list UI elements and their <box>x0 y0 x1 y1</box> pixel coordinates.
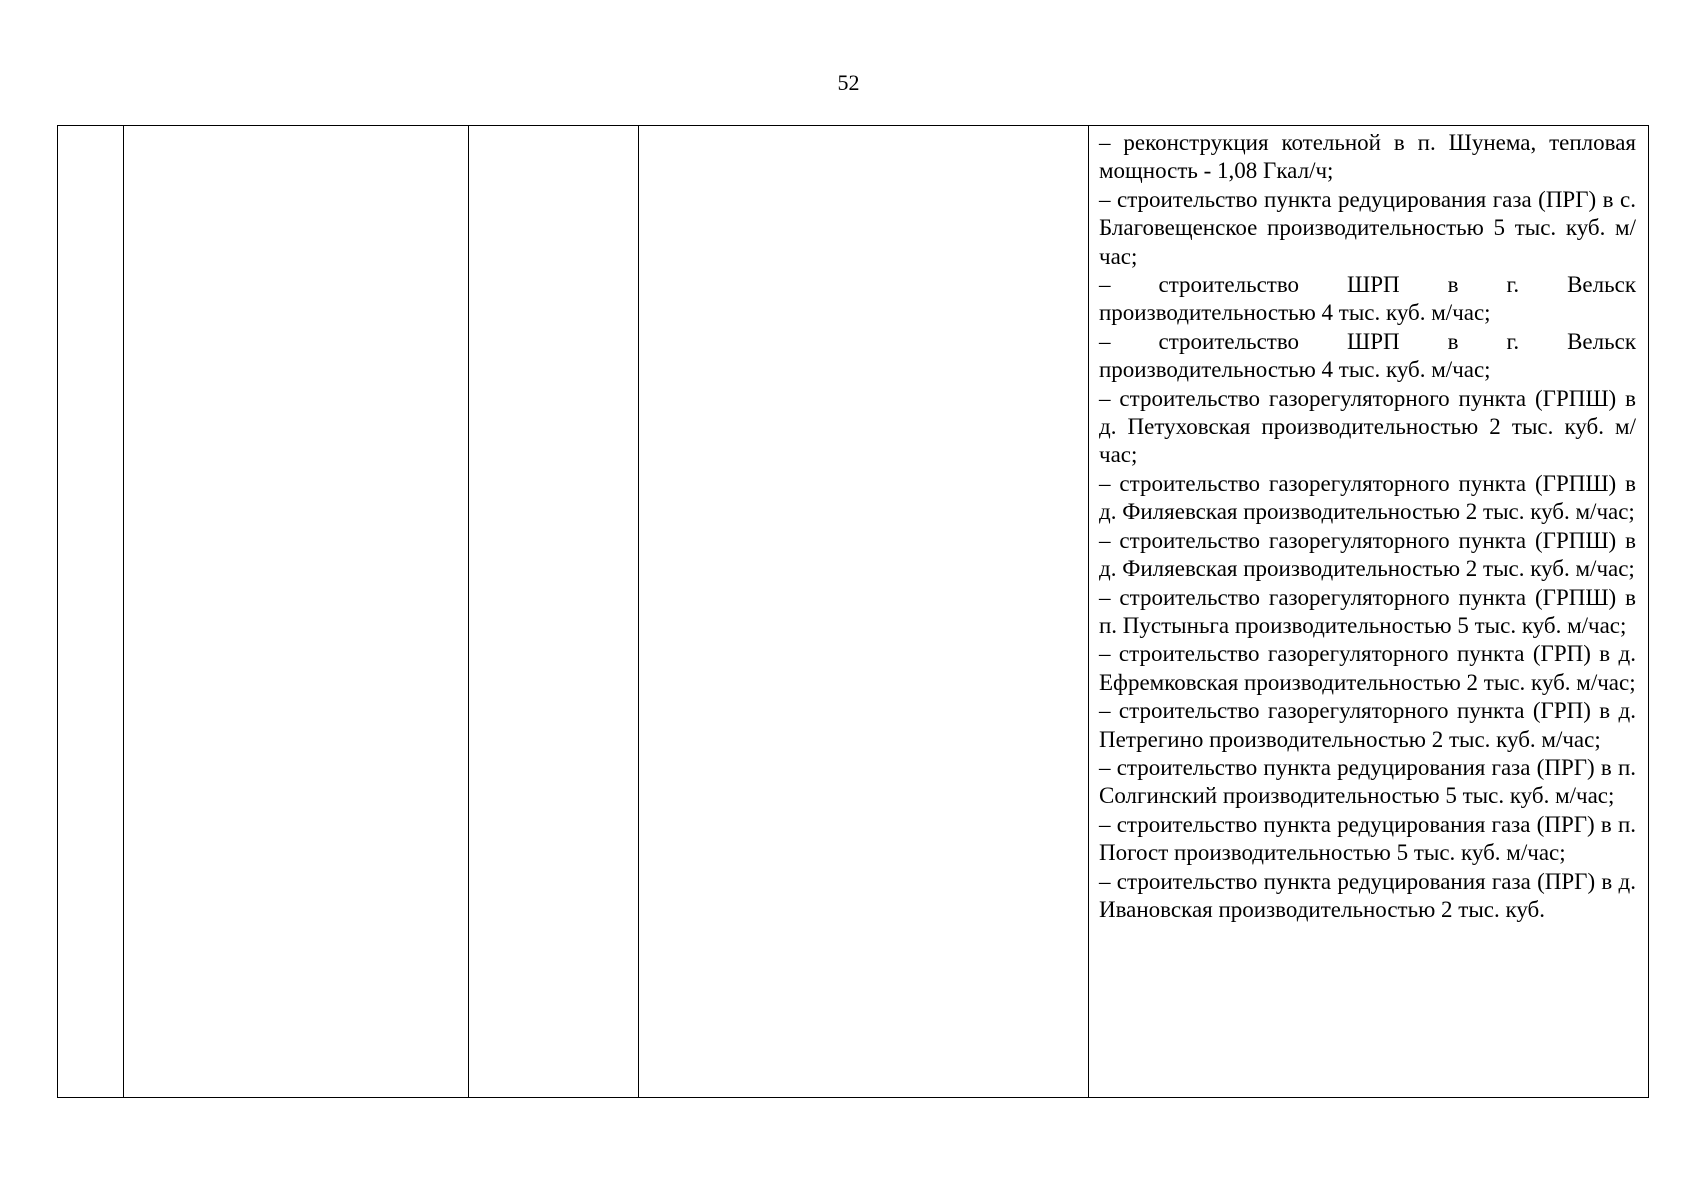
list-item: – строительство ШРП в г. Вельск производительностью 4 тыс. куб. м/час; <box>1099 272 1636 326</box>
list-item: – строительство пункта редуцирования газа (ПРГ) в д. Ивановская производительностью 2 тыс. куб. <box>1099 868 1636 922</box>
table-cell-3 <box>469 126 639 1098</box>
list-item: – строительство пункта редуцирования газа (ПРГ) в п. Погост производительностью 5 тыс. куб. м/час; <box>1099 811 1636 866</box>
table-cell-4 <box>639 126 1089 1098</box>
measures-cell-content <box>1089 126 1648 1097</box>
list-item: – строительство газорегуляторного пункта (ГРП) в д. Петрегино производительностью 2 тыс. куб. м/час; <box>1099 698 1636 752</box>
table-row <box>58 126 1649 1098</box>
list-item: – строительство газорегуляторного пункта (ГРПШ) в д. Филяевская производительностью 2 тыс. куб. м/час; <box>1099 470 1636 525</box>
list-item: – строительство газорегуляторного пункта (ГРП) в д. Ефремковская производительностью 2 тыс. куб. м/час; <box>1099 641 1636 695</box>
list-item: – строительство газорегуляторного пункта (ГРПШ) в д. Филяевская производительностью 2 тыс. куб. м/час; <box>1099 527 1636 582</box>
table-cell-2 <box>124 126 469 1098</box>
measures-list <box>1089 126 1648 924</box>
list-item: – строительство газорегуляторного пункта (ГРПШ) в д. Петуховская производительностью 2 тыс. куб. м/час; <box>1099 385 1636 468</box>
list-item: – строительство ШРП в г. Вельск производительностью 4 тыс. куб. м/час; <box>1099 328 1636 383</box>
list-item: – реконструкция котельной в п. Шунема, тепловая мощность - 1,08 Гкал/ч; <box>1099 130 1636 184</box>
table-cell-1 <box>58 126 124 1098</box>
list-item: – строительство пункта редуцирования газа (ПРГ) в с. Благовещенское производительностью 5 тыс. куб. м/час; <box>1099 186 1636 269</box>
page-number: 52 <box>837 70 860 95</box>
list-item: – строительство пункта редуцирования газа (ПРГ) в п. Солгинский производительностью 5 тыс. куб. м/час; <box>1099 754 1636 809</box>
table-cell-measures <box>1089 126 1649 1098</box>
document-table <box>57 125 1649 1098</box>
list-item: – строительство газорегуляторного пункта (ГРПШ) в п. Пустыньга производительностью 5 тыс. куб. м/час; <box>1099 584 1636 638</box>
